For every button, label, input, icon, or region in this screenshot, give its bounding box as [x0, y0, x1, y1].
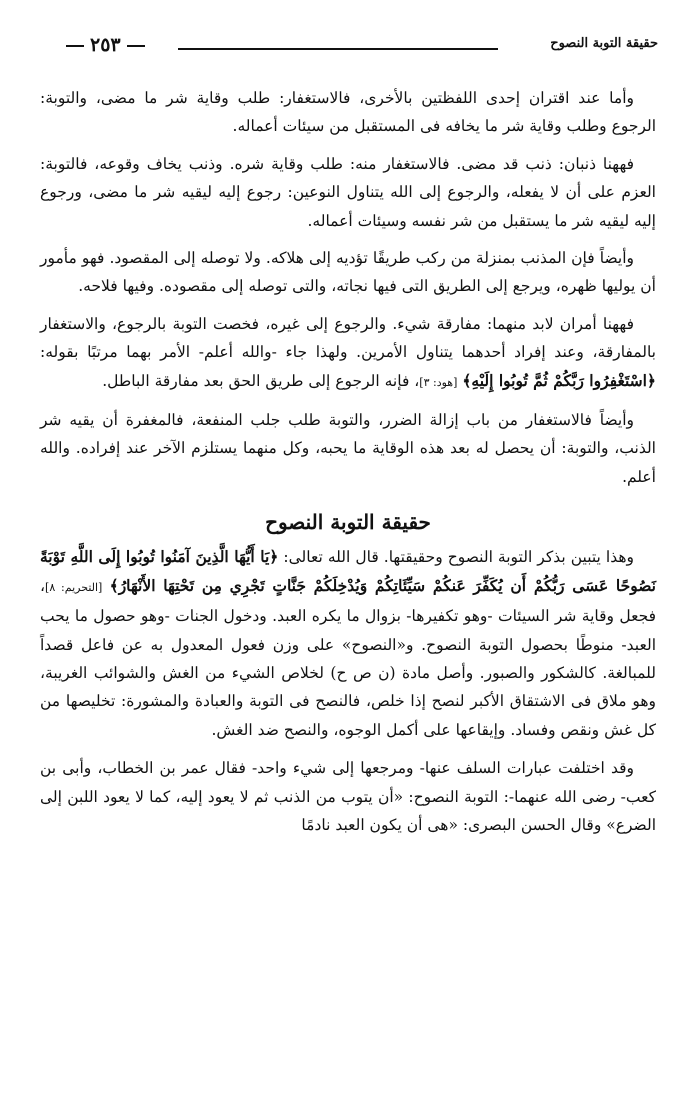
quran-verse-tahrim: ﴿يَا أَيُّهَا الَّذِينَ آمَنُوا تُوبُوا إِلَى اللَّهِ تَوْبَةً نَصُوحًا عَسَى رَبُّكُمْ أَن يُكَفِّرَ عَنكُمْ سَيِّئَاتِكُمْ وَيُدْخِلَكُمْ جَنَّاتٍ تَجْرِي مِن تَحْتِهَا الأَنْهَارُ﴾	[40, 547, 656, 595]
running-header-title: حقيقة التوبة النصوح	[550, 36, 658, 51]
paragraph-4	[40, 310, 656, 397]
paragraph-4-text-before: فههنا أمران لابد منهما: مفارقة شيء. والرجوع إلى غيره، فخصت التوبة بالرجوع، والاستغفار بالمفارقة، وعند إفراد أحدهما يتناول الأمرين. ولهذا جاء -والله أعلم- الأمر بهما مرتبًا بقوله:	[40, 314, 656, 362]
section-heading: حقيقة التوبة النصوح	[265, 510, 431, 535]
running-header	[60, 32, 658, 62]
section-paragraph-1-text-before: وهذا يتبين بذكر التوبة النصوح وحقيقتها. قال الله تعالى:	[278, 548, 635, 567]
page-number: ٢٥٣	[60, 34, 151, 56]
section-paragraph-2: وقد اختلفت عبارات السلف عنها- ومرجعها إلى شيء واحد- فقال عمر بن الخطاب، وأبى بن كعب- رضى الله عنهما-: التوبة النصوح: «أن يتوب من الذنب ثم لا يعود إليه، كما لا يعود اللبن إلى الضرع» وقال الحسن البصرى: «هى أن يكون العبد نادمًا	[40, 759, 656, 834]
verse-reference-hud: [هود: ٣]	[419, 375, 458, 389]
quran-verse-hud: ﴿اسْتَغْفِرُوا رَبَّكُمْ ثُمَّ تُوبُوا إِلَيْهِ﴾	[462, 370, 656, 390]
section-paragraph-1-text-after: ، فجعل وقاية شر السيئات -وهو تكفيرها- بزوال ما يكره العبد. ودخول الجنات -وهو حصول ما يحب العبد- منوطًا بحصول التوبة النصوح. و«النصوح» على وزن فعول المعدول به عن فاعل قصداً للمبالغة. كالشكور والصبور. وأصل مادة (ن ص ح) لخلاص الشيء من الغش والشوائب الغريبة، وهو ملاق فى الاشتقاق الأكبر لنصح إذا خلص، فالنصح فى التوبة والعبادة والمشورة: تخليصها من كل غش ونقص وفساد. وإيقاعها على أكمل الوجوه، والنصح ضد الغش.	[40, 576, 656, 739]
paragraph-5: وأيضاً فالاستغفار من باب إزالة الضرر، والتوبة طلب جلب المنفعة، فالمغفرة أن يقيه شر الذنب، والتوبة: أن يحصل له بعد هذه الوقاية ما يحبه، وكل منهما يستلزم الآخر عند إفراده. والله أعلم.	[40, 411, 656, 486]
paragraph-4-text-after: ، فإنه الرجوع إلى طريق الحق بعد مفارقة الباطل.	[102, 371, 420, 390]
paragraph-3: وأيضاً فإن المذنب بمنزلة من ركب طريقًا تؤديه إلى هلاكه. ولا توصله إلى المقصود. فهو مأمور أن يوليها ظهره، ويرجع إلى الطريق التى فيها نجاته، والتى توصله إلى مقصوده. وفيها فلاحه.	[40, 249, 656, 296]
paragraph-2: فههنا ذنبان: ذنب قد مضى. فالاستغفار منه: طلب وقاية شره. وذنب يخاف وقوعه، فالتوبة: العزم على أن لا يفعله، والرجوع إلى الله يتناول النوعين: رجوع إليه ليقيه شر ما مضى، ورجوع إليه ليقيه شر ما يستقبل من شر نفسه وسيئات أعماله.	[40, 154, 656, 230]
paragraph-1: وأما عند اقتران إحدى اللفظتين بالأخرى، فالاستغفار: طلب وقاية شر ما مضى، والتوبة: الرجوع وطلب وقاية شر ما يخافه فى المستقبل من سيئات أعماله.	[40, 89, 656, 136]
verse-reference-tahrim: [التحريم: ٨]	[45, 580, 103, 594]
page-body	[40, 84, 656, 848]
section-paragraph-1	[40, 543, 656, 744]
header-rule	[178, 48, 498, 50]
